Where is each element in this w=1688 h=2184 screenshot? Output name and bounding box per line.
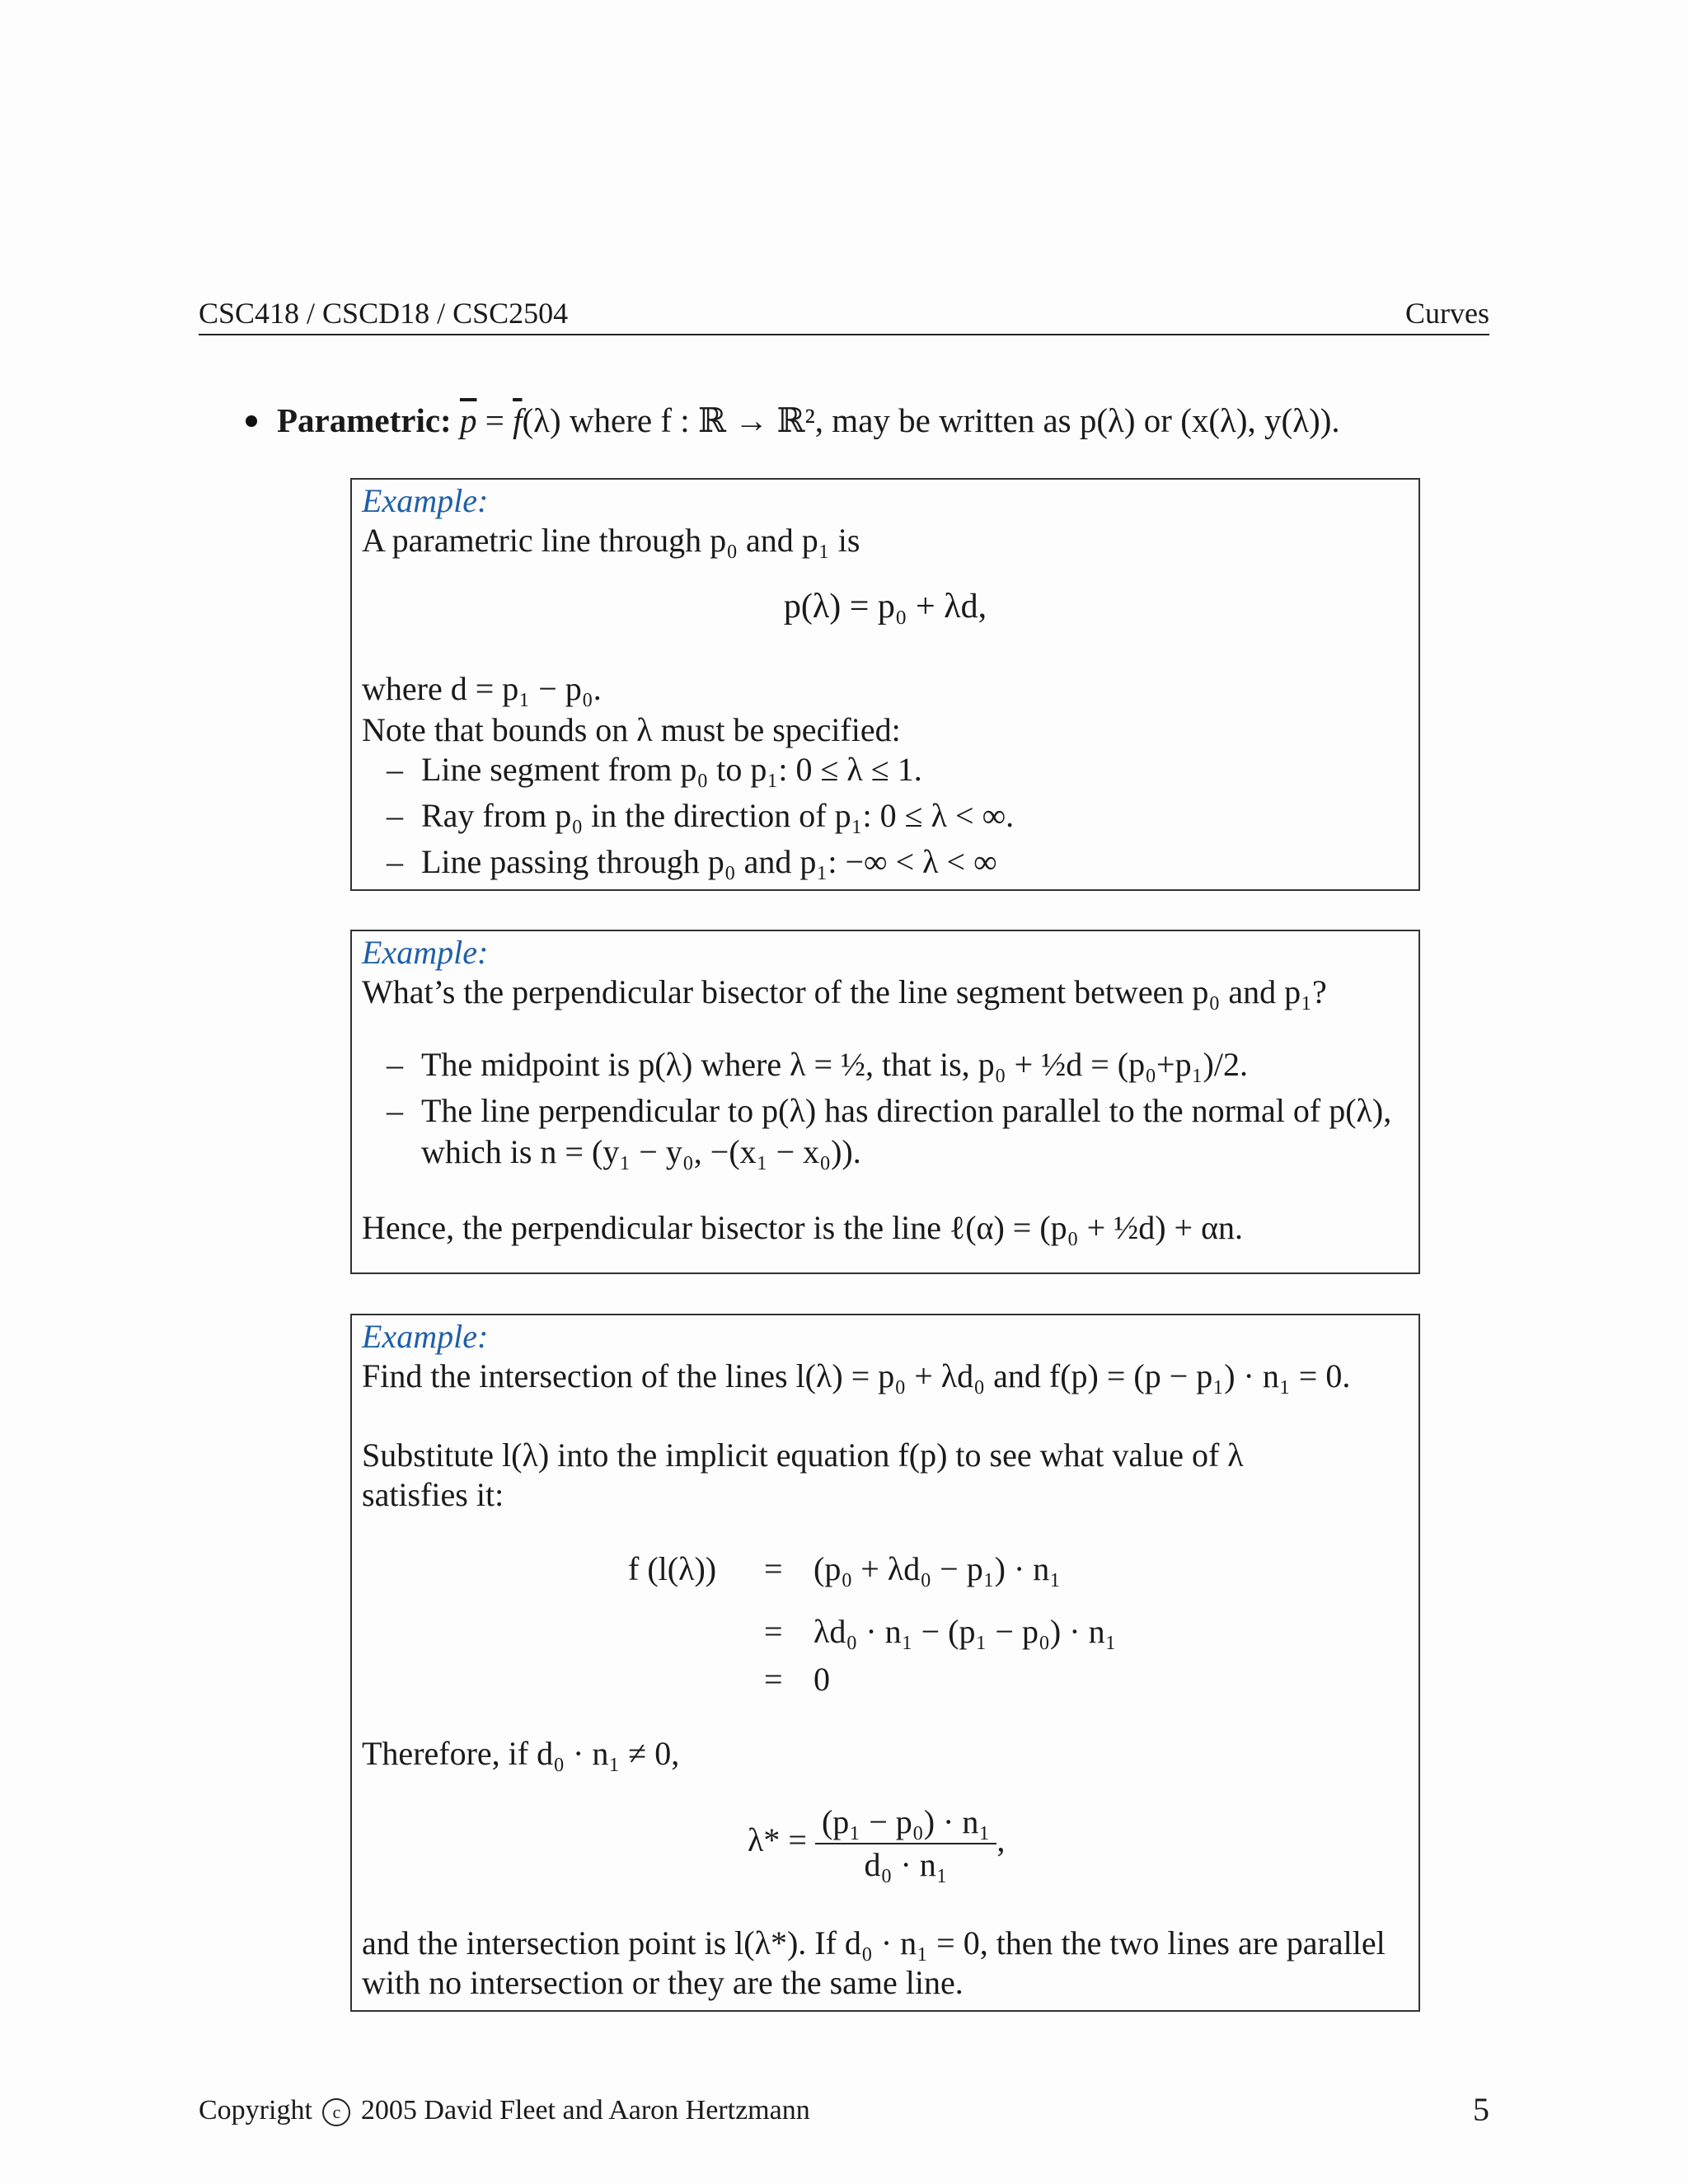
copyright-authors: 2005 David Fleet and Aaron Hertzmann bbox=[360, 2095, 810, 2125]
section-title: Curves bbox=[1405, 297, 1489, 330]
bounds-note: Note that bounds on λ must be specified: bbox=[362, 711, 901, 748]
substitute-text: Substitute l(λ) into the implicit equation f(p) to see what value of λ bbox=[362, 1436, 1244, 1474]
example-label: Example: bbox=[362, 482, 489, 519]
list-dash: – bbox=[387, 797, 403, 834]
substitute-text-continued: satisfies it: bbox=[362, 1476, 504, 1513]
example-box-perpendicular-bisector bbox=[350, 930, 1420, 1274]
example-label: Example: bbox=[362, 934, 489, 971]
lambda-star-equation: λ* = $\frac{\text{(p₁ − p₀) · n₁}}{\text{d₀ · n₁}}$ , bbox=[748, 1802, 1005, 1886]
list-dash: – bbox=[387, 1046, 403, 1083]
normal-definition: which is n = (y₁ − y₀, −(x₁ − x₀)). bbox=[421, 1133, 861, 1170]
intersection-problem: Find the intersection of the lines l(λ) = p₀ + λd₀ and f(p) = (p − p₁) · n₁ = 0. bbox=[362, 1357, 1351, 1394]
copyright-word: Copyright bbox=[199, 2095, 312, 2125]
bisector-conclusion: Hence, the perpendicular bisector is the line ℓ(α) = (p₀ + ½d) + αn. bbox=[362, 1209, 1244, 1246]
list-item: Ray from p₀ in the direction of p₁: 0 ≤ λ < ∞. bbox=[421, 797, 1015, 834]
therefore-condition: Therefore, if d₀ · n₁ ≠ 0, bbox=[362, 1735, 680, 1772]
bullet-icon bbox=[246, 415, 257, 427]
example-question: What’s the perpendicular bisector of the line segment between p₀ and p₁? bbox=[362, 973, 1327, 1010]
equation-row: (p₀ + λd₀ − p₁) · n₁ bbox=[814, 1550, 1062, 1587]
equals-sign: = bbox=[764, 1613, 783, 1650]
lambda-star-lhs: λ* = bbox=[748, 1821, 807, 1859]
copyright-notice bbox=[199, 2095, 810, 2126]
equation-lhs: f (l(λ)) bbox=[628, 1550, 717, 1587]
list-dash: – bbox=[387, 751, 403, 788]
lambda-star-fraction bbox=[815, 1802, 996, 1886]
fraction-denominator: d₀ · n₁ bbox=[864, 1846, 948, 1883]
example-label: Example: bbox=[362, 1318, 489, 1355]
parametric-formula: $\overline{p} = \overline{f}(\lambda)$ bbox=[459, 401, 561, 439]
fraction-numerator: (p₁ − p₀) · n₁ bbox=[815, 1802, 996, 1844]
page-number: 5 bbox=[1473, 2091, 1489, 2128]
page-header bbox=[199, 293, 1489, 335]
list-item: Line passing through p₀ and p₁: −∞ < λ < ∞ bbox=[421, 843, 997, 880]
copyright-icon: c bbox=[322, 2098, 350, 2126]
course-code: CSC418 / CSCD18 / CSC2504 bbox=[199, 297, 569, 330]
perpendicular-item: The line perpendicular to p(λ) has direction parallel to the normal of p(λ), bbox=[421, 1092, 1392, 1129]
parametric-heading: Parametric: bbox=[277, 401, 452, 439]
example-intro: A parametric line through p₀ and p₁ is bbox=[362, 522, 860, 559]
midpoint-item: The midpoint is p(λ) where λ = ½, that is, p₀ + ½d = (p₀+p₁)/2. bbox=[421, 1046, 1248, 1083]
equals-sign: = bbox=[764, 1661, 783, 1698]
intersection-conclusion-continued: with no intersection or they are the same line. bbox=[362, 1964, 964, 2001]
equation-row: λd₀ · n₁ − (p₁ − p₀) · n₁ bbox=[814, 1613, 1117, 1650]
intersection-conclusion: and the intersection point is l(λ*). If d₀ · n₁ = 0, then the two lines are parallel bbox=[362, 1924, 1386, 1961]
parametric-line-equation: p(λ) = p₀ + λd, bbox=[783, 588, 987, 626]
parametric-text: where f : ℝ → ℝ², may be written as p(λ) or (x(λ), y(λ)). bbox=[569, 401, 1340, 439]
equation-row: 0 bbox=[814, 1661, 830, 1698]
list-dash: – bbox=[387, 1092, 403, 1129]
direction-definition: where d = p₁ − p₀. bbox=[362, 670, 602, 707]
parametric-definition bbox=[246, 401, 1340, 440]
example-box-parametric-line bbox=[350, 478, 1420, 891]
example-box-line-intersection bbox=[350, 1314, 1420, 2012]
equals-sign: = bbox=[764, 1550, 783, 1587]
list-dash: – bbox=[387, 843, 403, 880]
list-item: Line segment from p₀ to p₁: 0 ≤ λ ≤ 1. bbox=[421, 751, 922, 788]
